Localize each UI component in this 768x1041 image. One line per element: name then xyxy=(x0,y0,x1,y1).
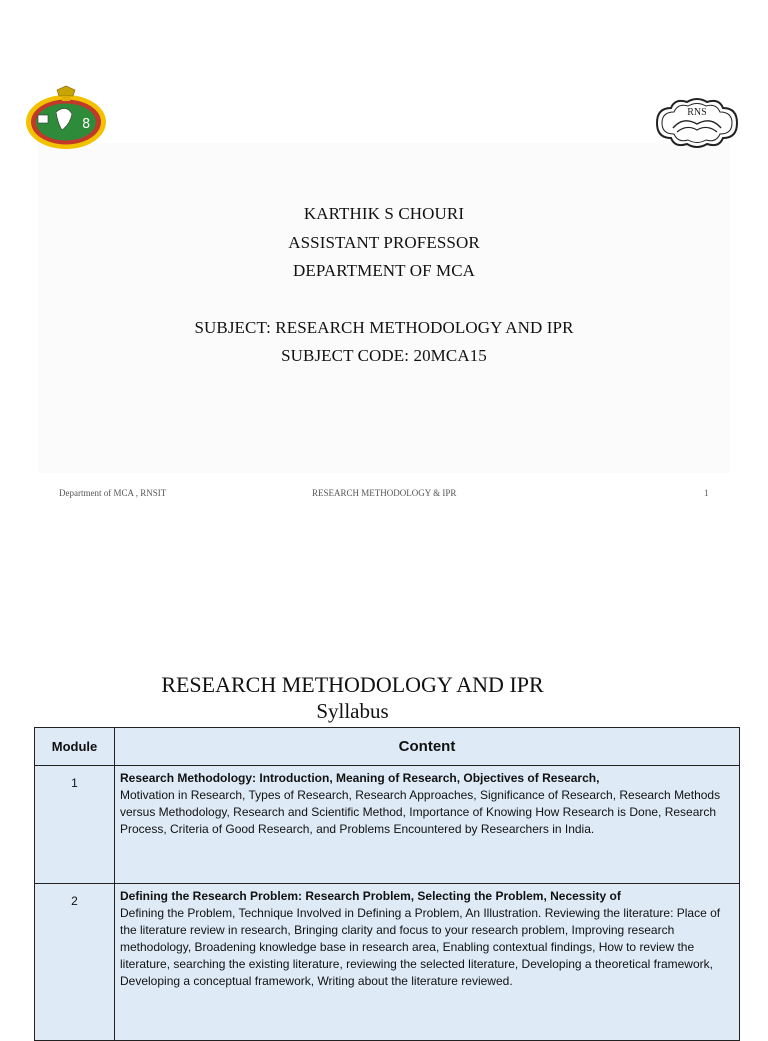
syllabus-heading: RESEARCH METHODOLOGY AND IPR xyxy=(161,672,544,697)
author-name: KARTHIK S CHOURI xyxy=(303,204,465,223)
module-content xyxy=(115,766,740,884)
title-slide xyxy=(0,0,768,510)
subject-code: SUBJECT CODE: 20MCA15 xyxy=(281,346,487,365)
footer-department: Department of MCA , RNSIT xyxy=(59,488,167,498)
content-column-header: Content xyxy=(115,728,740,766)
syllabus-table xyxy=(34,727,740,1041)
footer-page-number: 1 xyxy=(704,488,709,498)
module-body: Motivation in Research, Types of Research, Research Approaches, Significance of Research, Research Methods versus Methodology, Research and Scientific Method, Importance of Knowing How Research is Done, Research Process, Criteria of Good Research, and Problems Encountered by Researchers in India. xyxy=(120,788,721,836)
module-content xyxy=(115,884,740,1041)
footer-course: RESEARCH METHODOLOGY & IPR xyxy=(312,488,457,498)
table-row xyxy=(35,884,740,1041)
table-header-row xyxy=(35,728,740,766)
module-title: Defining the Research Problem: Research Problem, Selecting the Problem, Necessity of xyxy=(120,889,621,903)
module-title: Research Methodology: Introduction, Meaning of Research, Objectives of Research, xyxy=(120,771,600,785)
title-block xyxy=(0,200,768,371)
module-number: 2 xyxy=(35,884,115,1041)
module-column-header: Module xyxy=(35,728,115,766)
author-designation: ASSISTANT PROFESSOR xyxy=(288,232,480,252)
syllabus-subheading: Syllabus xyxy=(316,699,389,723)
subject-title: SUBJECT: RESEARCH METHODOLOGY AND IPR xyxy=(194,317,574,337)
module-number: 1 xyxy=(35,766,115,884)
svg-text:8: 8 xyxy=(82,117,91,132)
rns-logo-text: RNS xyxy=(687,107,707,118)
table-row xyxy=(35,766,740,884)
university-emblem-logo xyxy=(24,84,108,154)
rns-logo xyxy=(651,94,743,152)
author-department: DEPARTMENT OF MCA xyxy=(292,261,476,280)
module-body: Defining the Problem, Technique Involved in Defining a Problem, An Illustration. Reviewing the literature: Place of the literature review in research, Bringing clarity and focus to your research problem, Improving research methodology, Broadening knowledge base in research area, Enabling contextual findings, How to review the literature, searching the existing literature, reviewing the selected literature, Developing a theoretical framework, Developing a conceptual framework, Writing about the literature reviewed. xyxy=(120,906,721,988)
